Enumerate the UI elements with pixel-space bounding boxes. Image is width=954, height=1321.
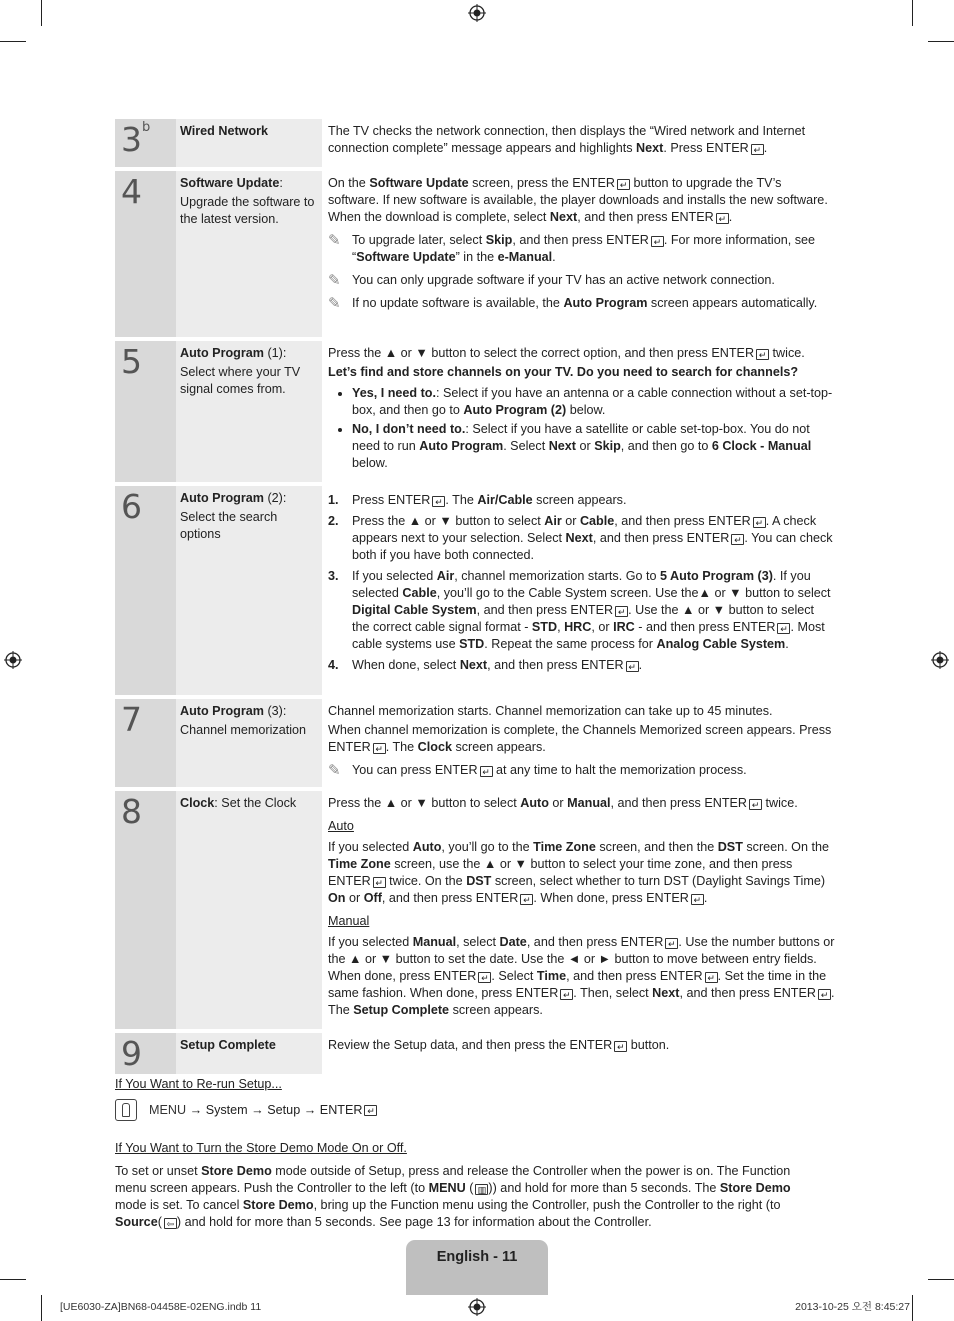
step-number: 4 (115, 171, 176, 337)
registration-mark-icon (468, 1298, 486, 1316)
step-title: Auto Program (180, 491, 264, 505)
crop-mark (41, 0, 42, 26)
menu-path-system: System (205, 1102, 248, 1117)
menu-path-menu: MENU (149, 1102, 187, 1117)
menu-path-enter: ENTER (319, 1102, 363, 1117)
step-number: 7 (115, 699, 176, 787)
step-label (176, 486, 322, 695)
menu-path-arrow: → (300, 1102, 320, 1117)
step-description: Channel memorization starts. Channel memorization can take up to 45 minutes. When channel memorization is complete, the Channels Memorized screen appears. Press ENTER ↵ . The Clock screen appears. ✎ You can press ENTER ↵ at any time to halt the memorization process. (328, 704, 832, 779)
step-label (176, 171, 322, 337)
menu-path (115, 1099, 835, 1121)
step-label (176, 699, 322, 787)
registration-mark-icon (931, 651, 949, 669)
setup-step-row (115, 791, 835, 1029)
remote-icon (115, 1099, 137, 1121)
step-number: 5 (115, 341, 176, 482)
step-description: The TV checks the network connection, then displays the “Wired network and Internet connection complete” message appears and highlights Next. Press ENTER ↵ . (328, 124, 806, 155)
enter-key-icon: ↵ (364, 1105, 377, 1116)
step-subtitle: Upgrade the software to the latest version. (180, 195, 315, 226)
step-title: Wired Network (180, 124, 269, 138)
menu-path-arrow: → (247, 1102, 268, 1117)
step-title-suffix: (1): (263, 346, 287, 360)
registration-mark-icon (468, 4, 486, 22)
step-title: Software Update (180, 176, 280, 190)
step-title: Auto Program (180, 346, 264, 360)
step-label (176, 791, 322, 1029)
setup-step-row (115, 486, 835, 695)
crop-mark (928, 41, 954, 42)
step-title: Setup Complete (180, 1038, 276, 1052)
crop-mark (912, 0, 913, 26)
step-description: 1. Press ENTER ↵ . The Air/Cable screen appears. 2. Press the ▲ or ▼ button to select Air or Cable, and then press ENTER ↵ . A check appears next to your selection. Select Next, and then press ENTER ↵ . You can check both if you have both connected. 3. If you selected Air, channel memorization starts. Go to 5 Auto Program (3). If you selected Cable, you’ll go to the Cable System screen. Use the▲ or ▼ button to select Digital Cable System, and then press ENTER ↵ . Use the ▲ or ▼ button to select the correct cable signal format - STD, HRC, or IRC - and then press ENTER ↵ . Most cable systems use STD. Repeat the same process for Analog Cable System. 4. When done, select Next, and then press ENTER ↵ . (328, 493, 833, 672)
step-title: Clock (180, 796, 215, 810)
crop-mark (0, 41, 26, 42)
store-demo-section (115, 1134, 815, 1231)
step-subtitle: Channel memorization (180, 723, 306, 737)
step-title-suffix: (3): (263, 704, 287, 718)
step-description: Press the ▲ or ▼ button to select the correct option, and then press ENTER ↵ twice. Let’s find and store channels on your TV. Do you need to search for channels? • Yes, I need to.: Select if you have an antenna or a cable connection without a set-top-box, and then go to Auto Program (2) below. • No, I don’t need to.: Select if you have a satellite or cable set-top-box. You do not need to run Auto Program. Select Next or Skip, and then go to 6 Clock - Manual below. (322, 341, 835, 482)
crop-mark (0, 1279, 26, 1280)
setup-step-row (115, 119, 835, 167)
step-title-suffix: : (279, 176, 283, 190)
step-number: 9 (115, 1033, 176, 1074)
setup-steps-table (115, 119, 835, 1078)
store-demo-body: To set or unset Store Demo mode outside of Setup, press and release the Controller when the power is on. The Function menu screen appears. Push the Controller to the left (to MENU ( ▥ )) and hold for more than 5 seconds. The Store Demo mode is set. To cancel Store Demo, bring up the Function menu using the Controller, push the Controller to the right (to Source( ⇦ ) and hold for more than 5 seconds. See page 13 for information about the Controller. (115, 1164, 791, 1229)
page-number-badge: English - 11 (406, 1240, 548, 1295)
step-title-suffix: (2): (263, 491, 287, 505)
step-label (176, 119, 322, 167)
step-title-suffix: : Set the Clock (214, 796, 297, 810)
rerun-setup-section (115, 1076, 835, 1121)
setup-step-row (115, 1033, 835, 1074)
footer-timestamp: 2013-10-25 오전 8:45:27 (795, 1301, 910, 1313)
step-description: Review the Setup data, and then press the ENTER ↵ button. (328, 1038, 670, 1052)
step-subtitle: Select where your TV signal comes from. (180, 365, 301, 396)
step-title: Auto Program (180, 704, 264, 718)
step-number: 8 (115, 791, 176, 1029)
crop-mark (41, 1295, 42, 1321)
registration-mark-icon (4, 651, 22, 669)
crop-mark (912, 1295, 913, 1321)
setup-step-row (115, 699, 835, 787)
step-description: Press the ▲ or ▼ button to select Auto or Manual, and then press ENTER ↵ twice. Auto If you selected Auto, you’ll go to the Time Zone screen, and then the DST screen. On the Time Zone screen, use the ▲ or ▼ button to select your time zone, and then press ENTER ↵ twice. On the DST screen, select whether to turn DST (Daylight Savings Time) On or Off, and then press ENTER ↵ . When done, press ENTER ↵ . Manual If you selected Manual, select Date, and then press ENTER ↵ . Use the number buttons or the ▲ or ▼ button to set the date. Use the ◄ or ► button to move between entry fields. When done, press ENTER ↵ . Select Time, and then press ENTER ↵ . Set the time in the same fashion. When done, press ENTER ↵ . Then, select Next, and then press ENTER ↵ . The Setup Complete screen appears. (328, 796, 835, 1017)
step-number: 6 (115, 486, 176, 695)
step-description: On the Software Update screen, press the ENTER ↵ button to upgrade the TV’s software. If new software is available, the player downloads and installs the new software. When the download is complete, select Next, and then press ENTER ↵ . ✎ To upgrade later, select Skip, and then press ENTER ↵ . For more information, see “Software Update” in the e-Manual. ✎ You can only upgrade software if your TV has an active network connection. ✎ If no update software is available, the Auto Program screen appears automatically. (328, 176, 828, 312)
setup-step-row (115, 171, 835, 337)
menu-path-arrow: → (186, 1102, 206, 1117)
step-label (176, 341, 322, 482)
store-demo-title: If You Want to Turn the Store Demo Mode On or Off. (115, 1141, 407, 1155)
step-subtitle: Select the search options (180, 510, 278, 541)
menu-path-setup: Setup (267, 1102, 301, 1117)
step-label (176, 1033, 322, 1074)
setup-step-row (115, 341, 835, 482)
crop-mark (928, 1279, 954, 1280)
step-number: 3$^b$ (115, 119, 176, 167)
footer-file-info: [UE6030-ZA]BN68-04458E-02ENG.indb 11 (60, 1301, 262, 1313)
rerun-setup-title: If You Want to Re-run Setup... (115, 1077, 282, 1091)
